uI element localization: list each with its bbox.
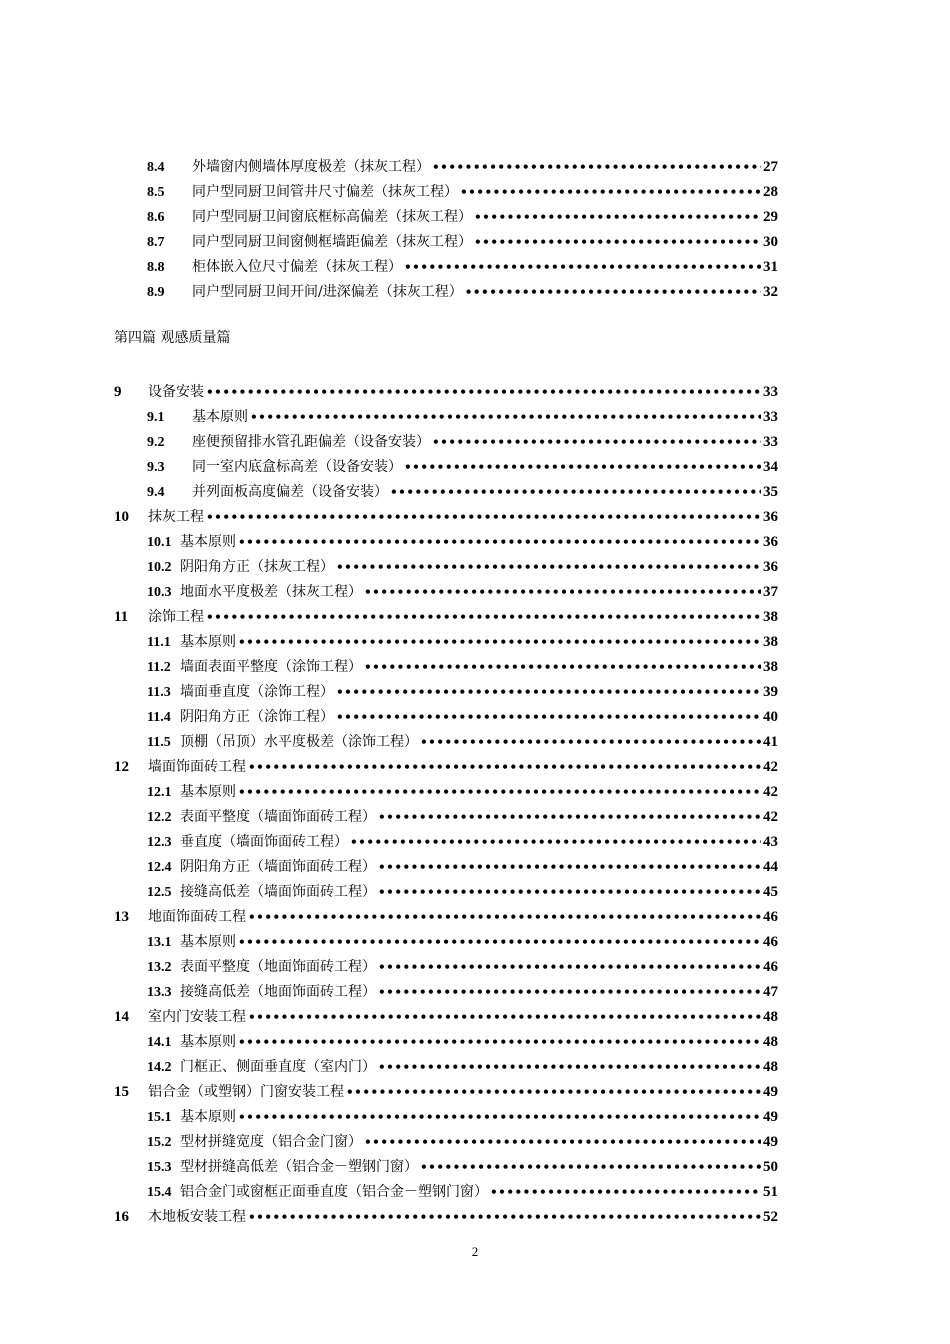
toc-entry-title: 抹灰工程: [148, 509, 204, 525]
toc-entry-title: 同户型同厨卫间窗侧框墙距偏差（抹灰工程）: [192, 234, 472, 250]
dot-leader: [248, 755, 761, 779]
toc-entry-number: 9.4: [147, 485, 165, 500]
dot-leader: [460, 180, 761, 204]
toc-entry-number: 15: [114, 1084, 129, 1100]
toc-entry[interactable]: [147, 1030, 778, 1054]
toc-entry-number: 8.8: [147, 260, 165, 275]
toc-entry-number: 15.2: [147, 1135, 172, 1150]
dot-leader: [490, 1180, 761, 1204]
toc-entry-page: 31: [763, 259, 778, 275]
toc-entry-page: 48: [763, 1059, 778, 1075]
dot-leader: [250, 405, 761, 429]
toc-entry-title: 基本原则: [180, 934, 236, 950]
toc-entry-number: 12: [114, 759, 129, 775]
toc-entry-title: 同户型同厨卫间开间/进深偏差（抹灰工程）: [192, 284, 463, 300]
dot-leader: [336, 705, 761, 729]
toc-entry-page: 48: [763, 1034, 778, 1050]
toc-entry-number: 12.1: [147, 785, 172, 800]
toc-entry[interactable]: [147, 530, 778, 554]
dot-leader: [432, 430, 761, 454]
toc-entry[interactable]: [114, 1080, 778, 1104]
toc-entry[interactable]: [147, 1180, 778, 1204]
toc-entry-page: 48: [763, 1009, 778, 1025]
toc-entry-number: 9.3: [147, 460, 165, 475]
toc-entry-page: 29: [763, 209, 778, 225]
toc-entry-page: 49: [763, 1084, 778, 1100]
toc-entry-title: 并列面板高度偏差（设备安装）: [192, 484, 388, 500]
toc-entry[interactable]: [147, 180, 778, 204]
toc-entry-page: 37: [763, 584, 778, 600]
toc-entry-page: 43: [763, 834, 778, 850]
toc-entry-number: 8.4: [147, 160, 165, 175]
toc-entry[interactable]: [147, 880, 778, 904]
toc-entry-title: 型材拼缝高低差（铝合金－塑钢门窗）: [180, 1159, 418, 1175]
toc-entry-page: 42: [763, 759, 778, 775]
toc-entry-number: 11.5: [147, 735, 171, 750]
toc-entry-page: 50: [763, 1159, 778, 1175]
toc-entry-title: 基本原则: [180, 634, 236, 650]
toc-entry-number: 15.4: [147, 1185, 172, 1200]
toc-entry-page: 49: [763, 1134, 778, 1150]
toc-entry[interactable]: [114, 380, 778, 404]
dot-leader: [378, 955, 761, 979]
dot-leader: [336, 555, 761, 579]
toc-entry-title: 同户型同厨卫间窗底框标高偏差（抹灰工程）: [192, 209, 472, 225]
toc-entry-title: 基本原则: [180, 534, 236, 550]
toc-entry-title: 涂饰工程: [148, 609, 204, 625]
page-number: 2: [471, 1244, 479, 1259]
toc-entry-title: 表面平整度（墙面饰面砖工程）: [180, 809, 376, 825]
dot-leader: [238, 530, 761, 554]
toc-entry-page: 51: [763, 1184, 778, 1200]
dot-leader: [420, 730, 761, 754]
dot-leader: [206, 505, 761, 529]
dot-leader: [364, 580, 761, 604]
toc-entry-page: 40: [763, 709, 778, 725]
toc-entry-title: 设备安装: [148, 384, 204, 400]
toc-entry-title: 阴阳角方正（涂饰工程）: [180, 709, 334, 725]
toc-entry-page: 47: [763, 984, 778, 1000]
toc-entry[interactable]: [114, 905, 778, 929]
dot-leader: [336, 680, 761, 704]
toc-entry-number: 12.4: [147, 860, 172, 875]
toc-entry-number: 13.3: [147, 985, 172, 1000]
toc-entry-number: 10.2: [147, 560, 172, 575]
toc-entry-number: 10.3: [147, 585, 172, 600]
toc-entry-number: 11.3: [147, 685, 171, 700]
toc-entry-number: 13: [114, 909, 129, 925]
toc-entry-number: 12.2: [147, 810, 172, 825]
toc-entry[interactable]: [147, 555, 778, 579]
dot-leader: [238, 780, 761, 804]
toc-entry-title: 顶棚（吊顶）水平度极差（涂饰工程）: [180, 734, 418, 750]
toc-entry[interactable]: [147, 1155, 778, 1179]
toc-entry-title: 木地板安装工程: [148, 1209, 246, 1225]
toc-entry[interactable]: [147, 930, 778, 954]
toc-entry-number: 8.9: [147, 285, 165, 300]
toc-entry[interactable]: [147, 430, 778, 454]
toc-entry-page: 32: [763, 284, 778, 300]
toc-entry-title: 柜体嵌入位尺寸偏差（抹灰工程）: [192, 259, 402, 275]
dot-leader: [238, 630, 761, 654]
toc-entry[interactable]: [147, 455, 778, 479]
toc-entry-title: 型材拼缝宽度（铝合金门窗）: [180, 1134, 362, 1150]
toc-entry-number: 14.1: [147, 1035, 172, 1050]
dot-leader: [364, 1130, 761, 1154]
toc-entry-page: 42: [763, 809, 778, 825]
toc-entry-page: 36: [763, 509, 778, 525]
toc-entry-title: 阴阳角方正（抹灰工程）: [180, 559, 334, 575]
dot-leader: [248, 905, 761, 929]
toc-entry[interactable]: [147, 280, 778, 304]
toc-entry[interactable]: [114, 755, 778, 779]
toc-entry[interactable]: [147, 655, 778, 679]
toc-entry-page: 30: [763, 234, 778, 250]
toc-entry[interactable]: [147, 705, 778, 729]
toc-entry-title: 垂直度（墙面饰面砖工程）: [180, 834, 348, 850]
toc-entry-number: 8.6: [147, 210, 165, 225]
toc-entry-title: 基本原则: [180, 784, 236, 800]
toc-entry[interactable]: [147, 680, 778, 704]
toc-entry-number: 16: [114, 1209, 129, 1225]
toc-entry-title: 铝合金门或窗框正面垂直度（铝合金－塑钢门窗）: [180, 1184, 488, 1200]
toc-entry-number: 11.2: [147, 660, 171, 675]
toc-entry-page: 46: [763, 909, 778, 925]
toc-entry-title: 门框正、侧面垂直度（室内门）: [180, 1059, 376, 1075]
dot-leader: [378, 880, 761, 904]
toc-entry[interactable]: [147, 630, 778, 654]
toc-entry-number: 12.5: [147, 885, 172, 900]
toc-entry[interactable]: [147, 1130, 778, 1154]
toc-entry[interactable]: [114, 605, 778, 629]
toc-entry-title: 地面饰面砖工程: [148, 909, 246, 925]
toc-entry[interactable]: [147, 1105, 778, 1129]
toc-entry-title: 外墙窗内侧墙体厚度极差（抹灰工程）: [192, 159, 430, 175]
dot-leader: [465, 280, 761, 304]
toc-entry-page: 44: [763, 859, 778, 875]
toc-entry[interactable]: [147, 730, 778, 754]
toc-entry-page: 33: [763, 409, 778, 425]
toc-entry-number: 11: [114, 609, 129, 625]
dot-leader: [378, 855, 761, 879]
toc-entry-number: 8.5: [147, 185, 165, 200]
dot-leader: [346, 1080, 761, 1104]
toc-entry-title: 墙面饰面砖工程: [148, 759, 246, 775]
toc-entry-number: 8.7: [147, 235, 165, 250]
toc-entry-number: 15.1: [147, 1110, 172, 1125]
toc-entry-number: 9: [114, 384, 122, 400]
dot-leader: [238, 1030, 761, 1054]
toc-entry[interactable]: [147, 855, 778, 879]
dot-leader: [206, 605, 761, 629]
dot-leader: [248, 1205, 761, 1229]
toc-entry[interactable]: [147, 980, 778, 1004]
toc-entry-title: 同一室内底盒标高差（设备安装）: [192, 459, 402, 475]
toc-entry-page: 34: [763, 459, 778, 475]
toc-entry-title: 阴阳角方正（墙面饰面砖工程）: [180, 859, 376, 875]
toc-entry-number: 11.1: [147, 635, 171, 650]
toc-entry[interactable]: [147, 255, 778, 279]
toc-entry-title: 墙面垂直度（涂饰工程）: [180, 684, 334, 700]
toc-entry[interactable]: [114, 505, 778, 529]
toc-entry[interactable]: [147, 230, 778, 254]
toc-entry-page: 42: [763, 784, 778, 800]
toc-entry-page: 41: [763, 734, 778, 750]
dot-leader: [378, 980, 761, 1004]
toc-entry-number: 13.1: [147, 935, 172, 950]
dot-leader: [378, 1055, 761, 1079]
toc-entry-title: 基本原则: [180, 1109, 236, 1125]
dot-leader: [378, 805, 761, 829]
dot-leader: [350, 830, 761, 854]
dot-leader: [474, 205, 761, 229]
toc-entry[interactable]: [147, 830, 778, 854]
section-heading: 第四篇 观感质量篇: [114, 330, 231, 346]
toc-entry[interactable]: [147, 780, 778, 804]
toc-entry-number: 11.4: [147, 710, 171, 725]
dot-leader: [206, 380, 761, 404]
dot-leader: [248, 1005, 761, 1029]
toc-entry-page: 33: [763, 384, 778, 400]
toc-entry-number: 10.1: [147, 535, 172, 550]
toc-entry-title: 铝合金（或塑钢）门窗安装工程: [148, 1084, 344, 1100]
toc-entry[interactable]: [147, 205, 778, 229]
dot-leader: [404, 255, 761, 279]
toc-entry-page: 36: [763, 534, 778, 550]
toc-entry-page: 49: [763, 1109, 778, 1125]
toc-entry-number: 15.3: [147, 1160, 172, 1175]
dot-leader: [238, 930, 761, 954]
dot-leader: [432, 155, 761, 179]
toc-entry[interactable]: [147, 405, 778, 429]
toc-entry-page: 45: [763, 884, 778, 900]
toc-entry-page: 36: [763, 559, 778, 575]
toc-entry-number: 12.3: [147, 835, 172, 850]
dot-leader: [420, 1155, 761, 1179]
toc-entry-title: 基本原则: [180, 1034, 236, 1050]
toc-entry-page: 52: [763, 1209, 778, 1225]
toc-entry[interactable]: [114, 1205, 778, 1229]
toc-entry-page: 27: [763, 159, 778, 175]
toc-entry-title: 墙面表面平整度（涂饰工程）: [180, 659, 362, 675]
toc-entry-title: 基本原则: [192, 409, 248, 425]
dot-leader: [364, 655, 761, 679]
toc-entry[interactable]: [114, 1005, 778, 1029]
dot-leader: [474, 230, 761, 254]
dot-leader: [238, 1105, 761, 1129]
toc-entry[interactable]: [147, 955, 778, 979]
toc-entry-page: 38: [763, 609, 778, 625]
toc-entry-title: 地面水平度极差（抹灰工程）: [180, 584, 362, 600]
toc-entry-page: 28: [763, 184, 778, 200]
toc-entry[interactable]: [147, 805, 778, 829]
toc-entry-number: 13.2: [147, 960, 172, 975]
toc-entry-title: 同户型同厨卫间管井尺寸偏差（抹灰工程）: [192, 184, 458, 200]
toc-entry-page: 35: [763, 484, 778, 500]
toc-entry-number: 14: [114, 1009, 129, 1025]
dot-leader: [404, 455, 761, 479]
toc-entry-page: 39: [763, 684, 778, 700]
dot-leader: [390, 480, 761, 504]
toc-entry-title: 室内门安装工程: [148, 1009, 246, 1025]
toc-entry[interactable]: [147, 480, 778, 504]
toc-entry-page: 33: [763, 434, 778, 450]
toc-entry[interactable]: [147, 580, 778, 604]
toc-entry-title: 接缝高低差（地面饰面砖工程）: [180, 984, 376, 1000]
toc-entry-title: 座便预留排水管孔距偏差（设备安装）: [192, 434, 430, 450]
toc-entry[interactable]: [147, 1055, 778, 1079]
toc-entry-number: 14.2: [147, 1060, 172, 1075]
toc-entry-number: 9.2: [147, 435, 165, 450]
toc-entry-page: 38: [763, 659, 778, 675]
toc-entry[interactable]: [147, 155, 778, 179]
toc-entry-page: 46: [763, 934, 778, 950]
toc-entry-number: 10: [114, 509, 129, 525]
toc-entry-page: 46: [763, 959, 778, 975]
toc-entry-number: 9.1: [147, 410, 165, 425]
toc-entry-title: 表面平整度（地面饰面砖工程）: [180, 959, 376, 975]
toc-entry-page: 38: [763, 634, 778, 650]
toc-entry-title: 接缝高低差（墙面饰面砖工程）: [180, 884, 376, 900]
